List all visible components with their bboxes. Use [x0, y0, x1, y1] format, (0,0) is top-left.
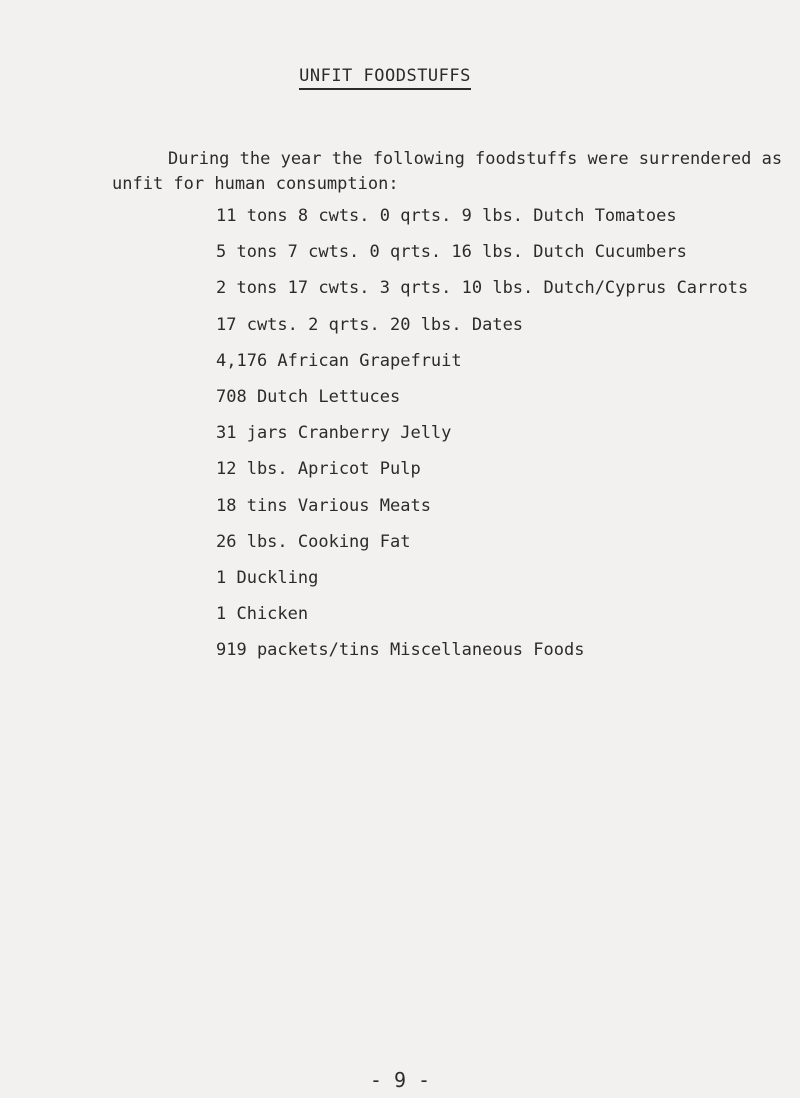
list-item: 12 lbs. Apricot Pulp: [216, 459, 421, 480]
list-item: 17 cwts. 2 qrts. 20 lbs. Dates: [216, 314, 524, 335]
list-item: 26 lbs. Cooking Fat: [216, 531, 411, 552]
list-item: 4,176 African Grapefruit: [216, 350, 462, 371]
intro-paragraph: [112, 147, 783, 197]
list-item: 708 Dutch Lettuces: [216, 386, 401, 407]
list-item: 919 packets/tins Miscellaneous Foods: [216, 640, 585, 661]
list-item: 18 tins Various Meats: [216, 495, 431, 516]
intro-line-1: During the year the following foodstuffs were surrendered as: [168, 149, 783, 169]
page-number: - 9 -: [369, 1068, 431, 1092]
list-item: 2 tons 17 cwts. 3 qrts. 10 lbs. Dutch/Cyprus Carrots: [216, 278, 749, 299]
list-item: 1 Duckling: [216, 567, 319, 588]
page-title-text: UNFIT FOODSTUFFS: [299, 66, 471, 90]
list-item: 5 tons 7 cwts. 0 qrts. 16 lbs. Dutch Cucumbers: [216, 242, 687, 263]
intro-line-2: unfit for human consumption:: [112, 174, 399, 194]
page-title: [0, 66, 800, 90]
foodstuffs-list: [216, 198, 748, 668]
list-item: 11 tons 8 cwts. 0 qrts. 9 lbs. Dutch Tomatoes: [216, 206, 677, 226]
list-item: 1 Chicken: [216, 604, 309, 625]
list-item: 31 jars Cranberry Jelly: [216, 423, 452, 444]
